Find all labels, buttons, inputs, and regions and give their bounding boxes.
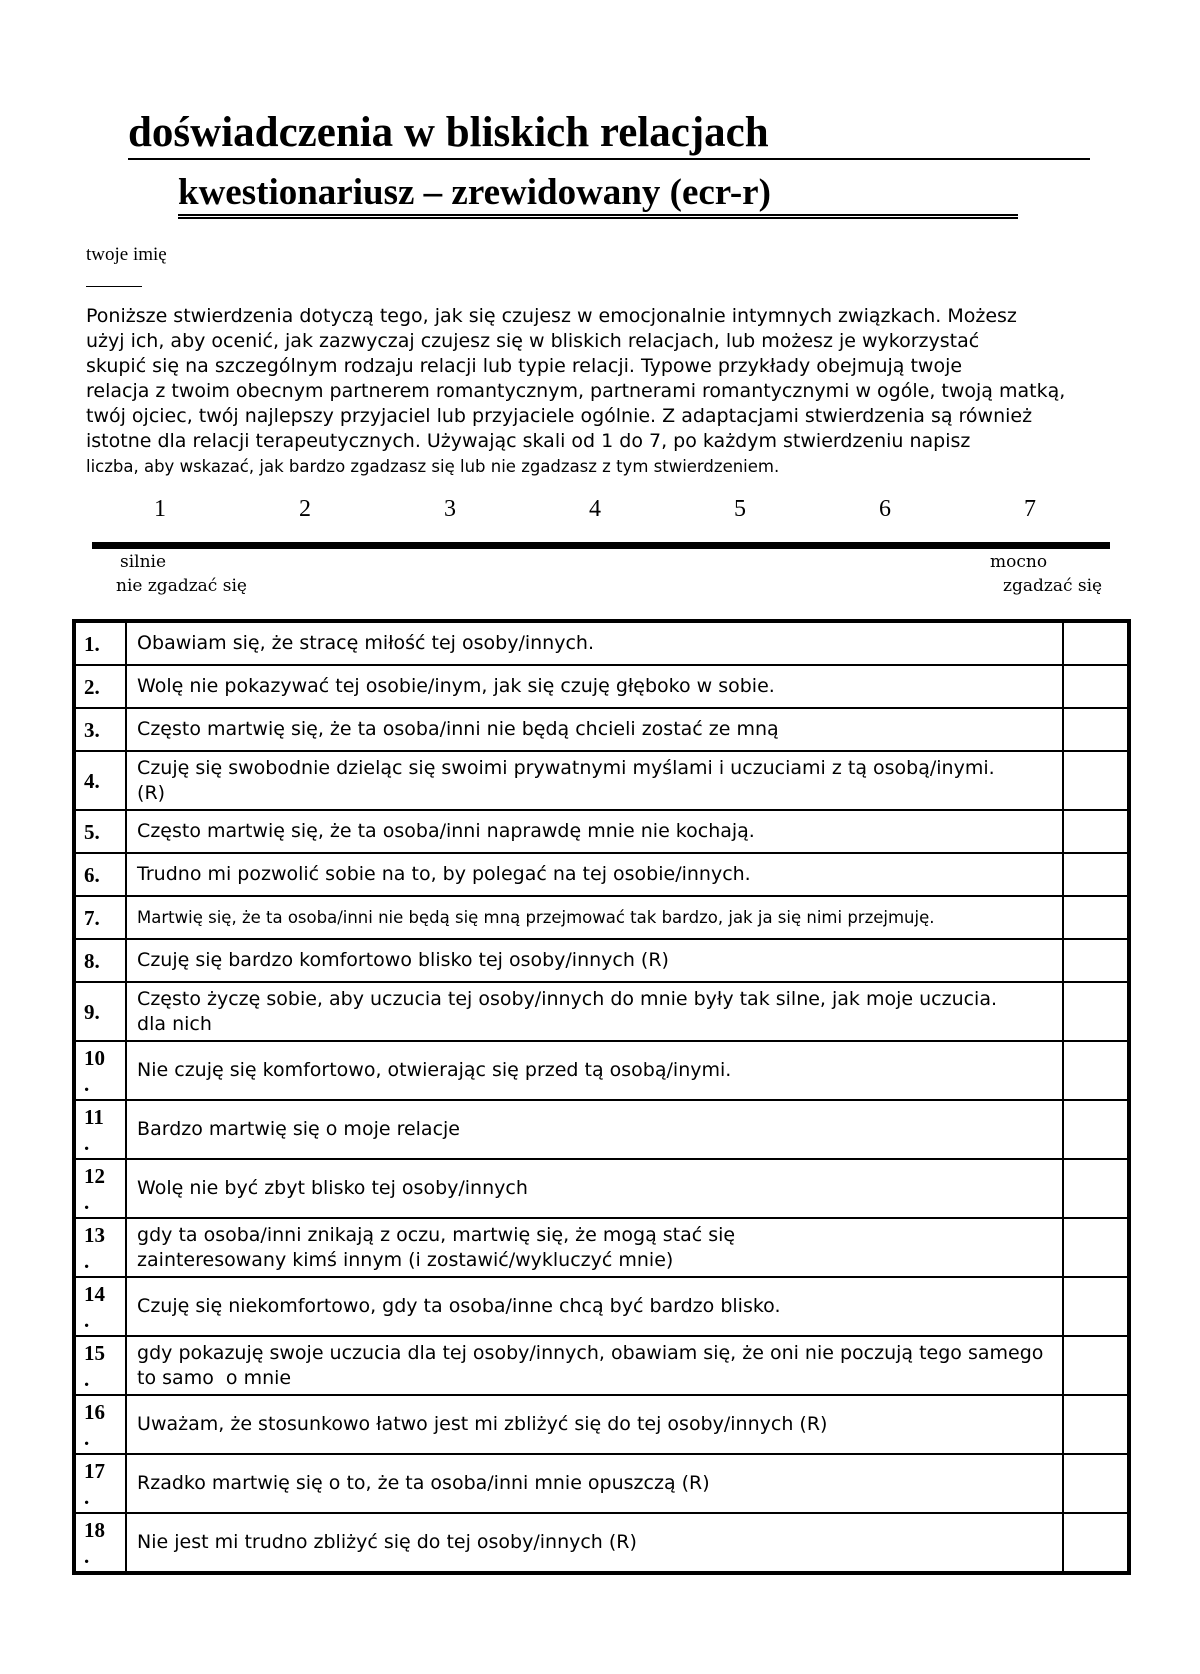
- instructions-line: liczba, aby wskazać, jak bardzo zgadzasz się lub nie zgadzasz z tym stwierdzeniem.: [86, 457, 780, 476]
- items-table: [72, 619, 1131, 1575]
- table-row: [74, 1454, 1129, 1513]
- table-row: [74, 1159, 1129, 1218]
- table-row: [74, 665, 1129, 708]
- answer-cell[interactable]: [1063, 621, 1129, 665]
- table-row: [74, 708, 1129, 751]
- name-label: twoje imię: [86, 244, 167, 265]
- table-row: [74, 1336, 1129, 1395]
- item-statement: Wolę nie pokazywać tej osobie/inym, jak się czuję głęboko w sobie.: [126, 665, 1063, 708]
- item-statement: Nie czuję się komfortowo, otwierając się przed tą osobą/inymi.: [126, 1041, 1063, 1100]
- answer-cell[interactable]: [1063, 810, 1129, 853]
- scale-line: [92, 542, 1110, 549]
- scale-number: 2: [299, 496, 311, 522]
- item-statement: Obawiam się, że stracę miłość tej osoby/innych.: [126, 621, 1063, 665]
- item-number: 5.: [74, 810, 126, 853]
- table-row: [74, 939, 1129, 982]
- answer-cell[interactable]: [1063, 1041, 1129, 1100]
- name-field-line[interactable]: [86, 286, 142, 287]
- item-number: 10 .: [74, 1041, 126, 1100]
- scale-number: 7: [1024, 496, 1036, 522]
- answer-cell[interactable]: [1063, 751, 1129, 810]
- item-number: 17 .: [74, 1454, 126, 1513]
- table-row: [74, 1218, 1129, 1277]
- item-statement: Martwię się, że ta osoba/inni nie będą się mną przejmować tak bardzo, jak ja się nimi przejmuję.: [126, 896, 1063, 939]
- item-number: 3.: [74, 708, 126, 751]
- scale-number: 6: [879, 496, 891, 522]
- answer-cell[interactable]: [1063, 1454, 1129, 1513]
- table-row: [74, 1277, 1129, 1336]
- instructions-line: relacja z twoim obecnym partnerem romantycznym, partnerami romantycznymi w ogóle, twoją matką,: [86, 380, 1066, 402]
- item-statement: Czuję się swobodnie dzieląc się swoimi prywatnymi myślami i uczuciami z tą osobą/inymi. (R): [126, 751, 1063, 810]
- table-row: [74, 1041, 1129, 1100]
- instructions-line: Poniższe stwierdzenia dotyczą tego, jak się czujesz w emocjonalnie intymnych związkach. Możesz: [86, 305, 1017, 327]
- instructions-line: skupić się na szczególnym rodzaju relacji lub typie relacji. Typowe przykłady obejmują twoje: [86, 355, 963, 377]
- item-statement: Często martwię się, że ta osoba/inni naprawdę mnie nie kochają.: [126, 810, 1063, 853]
- scale-number: 3: [444, 496, 456, 522]
- item-number: 12 .: [74, 1159, 126, 1218]
- answer-cell[interactable]: [1063, 708, 1129, 751]
- item-number: 18 .: [74, 1513, 126, 1573]
- table-row: [74, 853, 1129, 896]
- answer-cell[interactable]: [1063, 1100, 1129, 1159]
- item-statement: gdy pokazuję swoje uczucia dla tej osoby/innych, obawiam się, że oni nie poczują tego samego to samo o mnie: [126, 1336, 1063, 1395]
- item-number: 9.: [74, 982, 126, 1041]
- answer-cell[interactable]: [1063, 982, 1129, 1041]
- instructions-line: istotne dla relacji terapeutycznych. Używając skali od 1 do 7, po każdym stwierdzeniu napisz: [86, 430, 971, 452]
- table-row: [74, 1395, 1129, 1454]
- answer-cell[interactable]: [1063, 1336, 1129, 1395]
- item-number: 7.: [74, 896, 126, 939]
- item-number: 2.: [74, 665, 126, 708]
- scale-left-anchor: silnie: [120, 552, 167, 572]
- item-statement: Często życzę sobie, aby uczucia tej osoby/innych do mnie były tak silne, jak moje uczucia. dla nich: [126, 982, 1063, 1041]
- table-row: [74, 621, 1129, 665]
- item-statement: Rzadko martwię się o to, że ta osoba/inni mnie opuszczą (R): [126, 1454, 1063, 1513]
- instructions: [86, 304, 1196, 479]
- instructions-line: twój ojciec, twój najlepszy przyjaciel lub przyjaciele ogólnie. Z adaptacjami stwierdzenia są również: [86, 405, 1033, 427]
- item-number: 4.: [74, 751, 126, 810]
- item-number: 16 .: [74, 1395, 126, 1454]
- table-row: [74, 1100, 1129, 1159]
- item-number: 11 .: [74, 1100, 126, 1159]
- item-statement: Często martwię się, że ta osoba/inni nie będą chcieli zostać ze mną: [126, 708, 1063, 751]
- instructions-line: użyj ich, aby ocenić, jak zazwyczaj czujesz się w bliskich relacjach, lub możesz je wykorzystać: [86, 330, 980, 352]
- answer-cell[interactable]: [1063, 1218, 1129, 1277]
- table-row: [74, 810, 1129, 853]
- answer-cell[interactable]: [1063, 1159, 1129, 1218]
- table-row: [74, 751, 1129, 810]
- table-row: [74, 982, 1129, 1041]
- scale-number: 1: [154, 496, 166, 522]
- questionnaire-title: doświadczenia w bliskich relacjach: [128, 108, 1090, 160]
- item-number: 15 .: [74, 1336, 126, 1395]
- item-statement: Czuję się niekomfortowo, gdy ta osoba/inne chcą być bardzo blisko.: [126, 1277, 1063, 1336]
- questionnaire-subtitle: kwestionariusz – zrewidowany (ecr-r): [178, 172, 1018, 219]
- answer-cell[interactable]: [1063, 853, 1129, 896]
- scale-number: 4: [589, 496, 601, 522]
- answer-cell[interactable]: [1063, 1395, 1129, 1454]
- answer-cell[interactable]: [1063, 1513, 1129, 1573]
- item-number: 6.: [74, 853, 126, 896]
- item-statement: Bardzo martwię się o moje relacje: [126, 1100, 1063, 1159]
- answer-cell[interactable]: [1063, 665, 1129, 708]
- table-row: [74, 896, 1129, 939]
- item-number: 1.: [74, 621, 126, 665]
- answer-cell[interactable]: [1063, 939, 1129, 982]
- item-statement: Trudno mi pozwolić sobie na to, by polegać na tej osobie/innych.: [126, 853, 1063, 896]
- item-number: 8.: [74, 939, 126, 982]
- item-statement: Uważam, że stosunkowo łatwo jest mi zbliżyć się do tej osoby/innych (R): [126, 1395, 1063, 1454]
- answer-cell[interactable]: [1063, 896, 1129, 939]
- table-row: [74, 1513, 1129, 1573]
- scale-left-anchor: nie zgadzać się: [116, 576, 247, 596]
- scale-right-anchor: mocno: [990, 552, 1048, 572]
- item-number: 14 .: [74, 1277, 126, 1336]
- item-statement: Wolę nie być zbyt blisko tej osoby/innych: [126, 1159, 1063, 1218]
- item-statement: Nie jest mi trudno zbliżyć się do tej osoby/innych (R): [126, 1513, 1063, 1573]
- item-statement: Czuję się bardzo komfortowo blisko tej osoby/innych (R): [126, 939, 1063, 982]
- item-statement: gdy ta osoba/inni znikają z oczu, martwię się, że mogą stać się zainteresowany kimś innym (i zostawić/wykluczyć mnie): [126, 1218, 1063, 1277]
- scale-right-anchor: zgadzać się: [1003, 576, 1103, 596]
- answer-cell[interactable]: [1063, 1277, 1129, 1336]
- item-number: 13 .: [74, 1218, 126, 1277]
- scale-number: 5: [734, 496, 746, 522]
